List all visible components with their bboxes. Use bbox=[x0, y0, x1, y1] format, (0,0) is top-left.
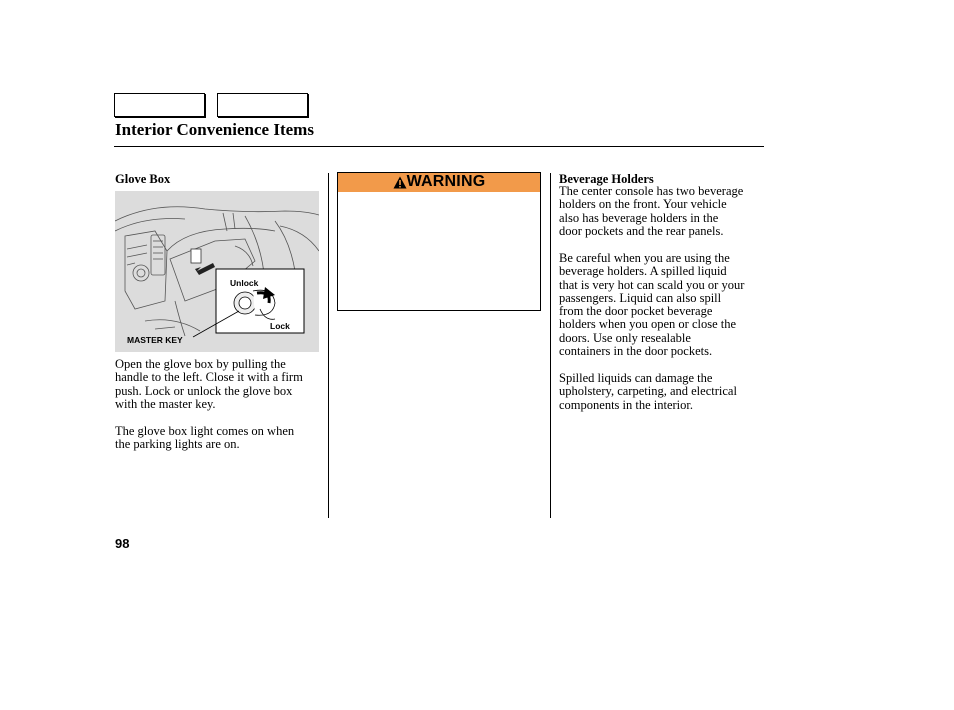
master-key-label: MASTER KEY bbox=[127, 335, 183, 345]
warning-box bbox=[337, 172, 541, 311]
glove-box-instructions: Open the glove box by pulling the handle to the left. Close it with a firm push. Lock or unlock the glove box with the master key. bbox=[115, 357, 303, 411]
beverage-holders-heading: Beverage Holders bbox=[559, 172, 654, 186]
warning-label: WARNING bbox=[406, 173, 486, 190]
unlock-label: Unlock bbox=[230, 278, 259, 288]
nav-button-next[interactable] bbox=[217, 93, 308, 117]
lock-label: Lock bbox=[270, 321, 290, 331]
glove-box-light-note: The glove box light comes on when the parking lights are on. bbox=[115, 424, 295, 452]
page-title: Interior Convenience Items bbox=[115, 120, 314, 139]
page-number: 98 bbox=[115, 536, 130, 551]
beverage-holders-intro: The center console has two beverage holders on the front. Your vehicle also has beverage holders in the door pockets and the rear panels. bbox=[559, 184, 744, 238]
title-divider bbox=[114, 146, 764, 147]
glove-box-illustration bbox=[115, 191, 319, 352]
nav-button-previous[interactable] bbox=[114, 93, 205, 117]
warning-triangle-icon bbox=[393, 176, 407, 189]
glove-box-heading: Glove Box bbox=[115, 172, 171, 186]
warning-banner bbox=[337, 172, 541, 192]
beverage-holders-damage-note: Spilled liquids can damage the upholstery, carpeting, and electrical components in the interior. bbox=[559, 371, 737, 412]
column-divider-left bbox=[328, 173, 329, 518]
column-divider-right bbox=[550, 173, 551, 518]
beverage-holders-caution: Be careful when you are using the beverage holders. A spilled liquid that is very hot can scald you or your passengers. Liquid can also spill from the door pocket beverage holders when you open or close the doors. Use only resealable containers in the door pockets. bbox=[559, 251, 745, 359]
